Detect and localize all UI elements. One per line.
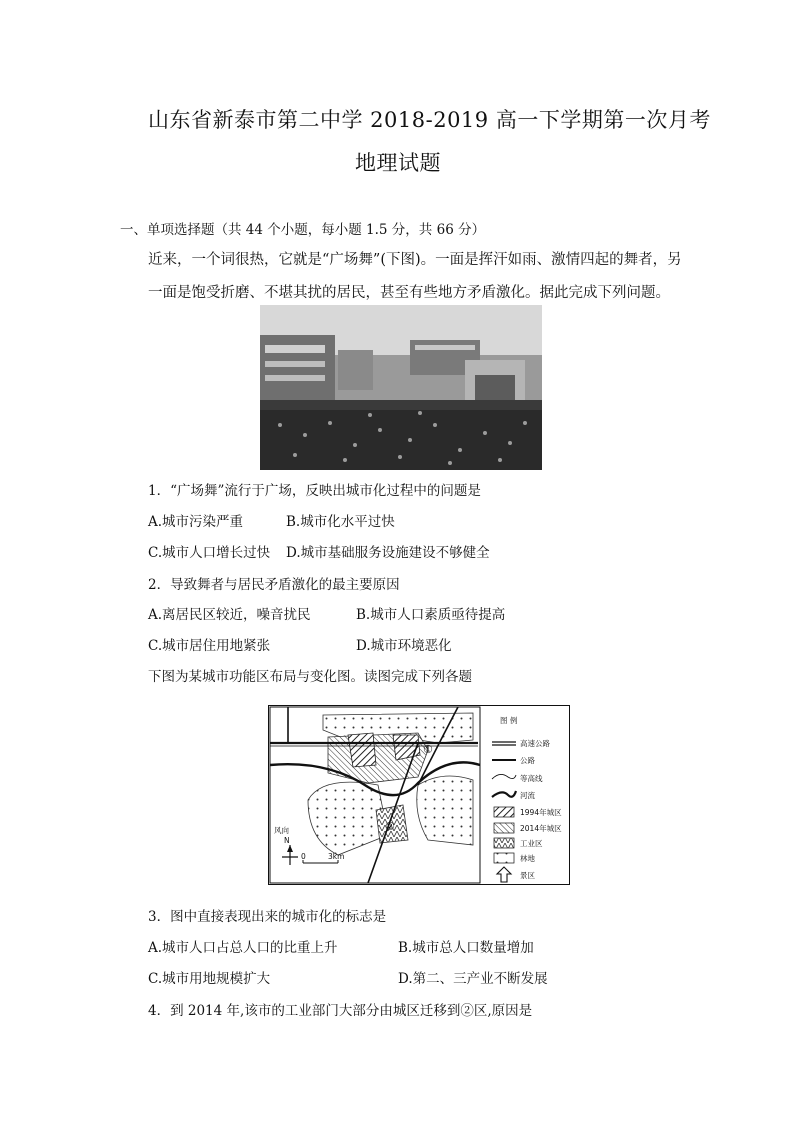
question-3-option-d: D.第二、三产业不断发展 — [398, 971, 548, 987]
section-heading: 一、单项选择题（共 44 个小题，每小题 1.5 分，共 66 分） — [120, 222, 486, 238]
question-1-stem: 1．“广场舞”流行于广场，反映出城市化过程中的问题是 — [148, 483, 481, 499]
map-marker-1: ① — [423, 743, 433, 756]
question-3-option-b: B.城市总人口数量增加 — [398, 940, 534, 956]
question-1-option-a: A.城市污染严重 — [148, 514, 244, 530]
legend-label-river: 河流 — [520, 791, 535, 800]
question-1-option-d: D.城市基础服务设施建设不够健全 — [286, 545, 490, 561]
question-2-option-b: B.城市人口素质亟待提高 — [356, 607, 506, 623]
legend-label-scenic: 景区 — [520, 871, 535, 880]
square-dance-photo — [260, 305, 542, 470]
scale-zero: 0 — [301, 852, 306, 861]
legend-label-city-2014: 2014年城区 — [520, 824, 562, 833]
legend-title: 图 例 — [500, 716, 518, 725]
legend-city-2014 — [494, 823, 562, 833]
map-marker-2: ② — [385, 820, 395, 833]
legend-label-road: 公路 — [520, 756, 535, 765]
legend-label-city-1994: 1994年城区 — [520, 808, 562, 817]
question-2-stem: 2．导致舞者与居民矛盾激化的最主要原因 — [148, 577, 400, 593]
question-3-option-a: A.城市人口占总人口的比重上升 — [148, 940, 338, 956]
intro-line-1: 近来，一个词很热，它就是“广场舞”(下图)。一面是挥汗如雨、激情四起的舞者，另 — [148, 252, 682, 268]
question-3-stem: 3．图中直接表现出来的城市化的标志是 — [148, 909, 387, 925]
legend-label-highway: 高速公路 — [520, 739, 550, 748]
wind-label: 风向 — [274, 826, 289, 835]
page-title: 山东省新泰市第二中学 2018-2019 高一下学期第一次月考 — [148, 108, 711, 132]
question-1-option-c: C.城市人口增长过快 — [148, 545, 271, 561]
question-2-option-a: A.离居民区较近，噪音扰民 — [148, 607, 311, 623]
question-4-stem: 4．到 2014 年,该市的工业部门大部分由城区迁移到②区,原因是 — [148, 1003, 533, 1019]
intro-line-2: 一面是饱受折磨、不堪其扰的居民，甚至有些地方矛盾激化。据此完成下列问题。 — [148, 285, 670, 301]
page-subtitle: 地理试题 — [355, 151, 441, 175]
city-function-map — [268, 705, 570, 885]
question-3-option-c: C.城市用地规模扩大 — [148, 971, 271, 987]
map-intro: 下图为某城市功能区布局与变化图。读图完成下列各题 — [148, 669, 472, 685]
legend-label-contour: 等高线 — [520, 774, 543, 783]
north-label: N — [284, 836, 290, 845]
legend-label-industrial: 工业区 — [520, 839, 543, 848]
question-1-option-b: B.城市化水平过快 — [286, 514, 395, 530]
legend-city-1994 — [494, 807, 562, 817]
question-2-option-d: D.城市环境恶化 — [356, 638, 452, 654]
question-2-option-c: C.城市居住用地紧张 — [148, 638, 271, 654]
legend-label-forest: 林地 — [520, 854, 535, 863]
scale-km: 3km — [328, 852, 345, 861]
